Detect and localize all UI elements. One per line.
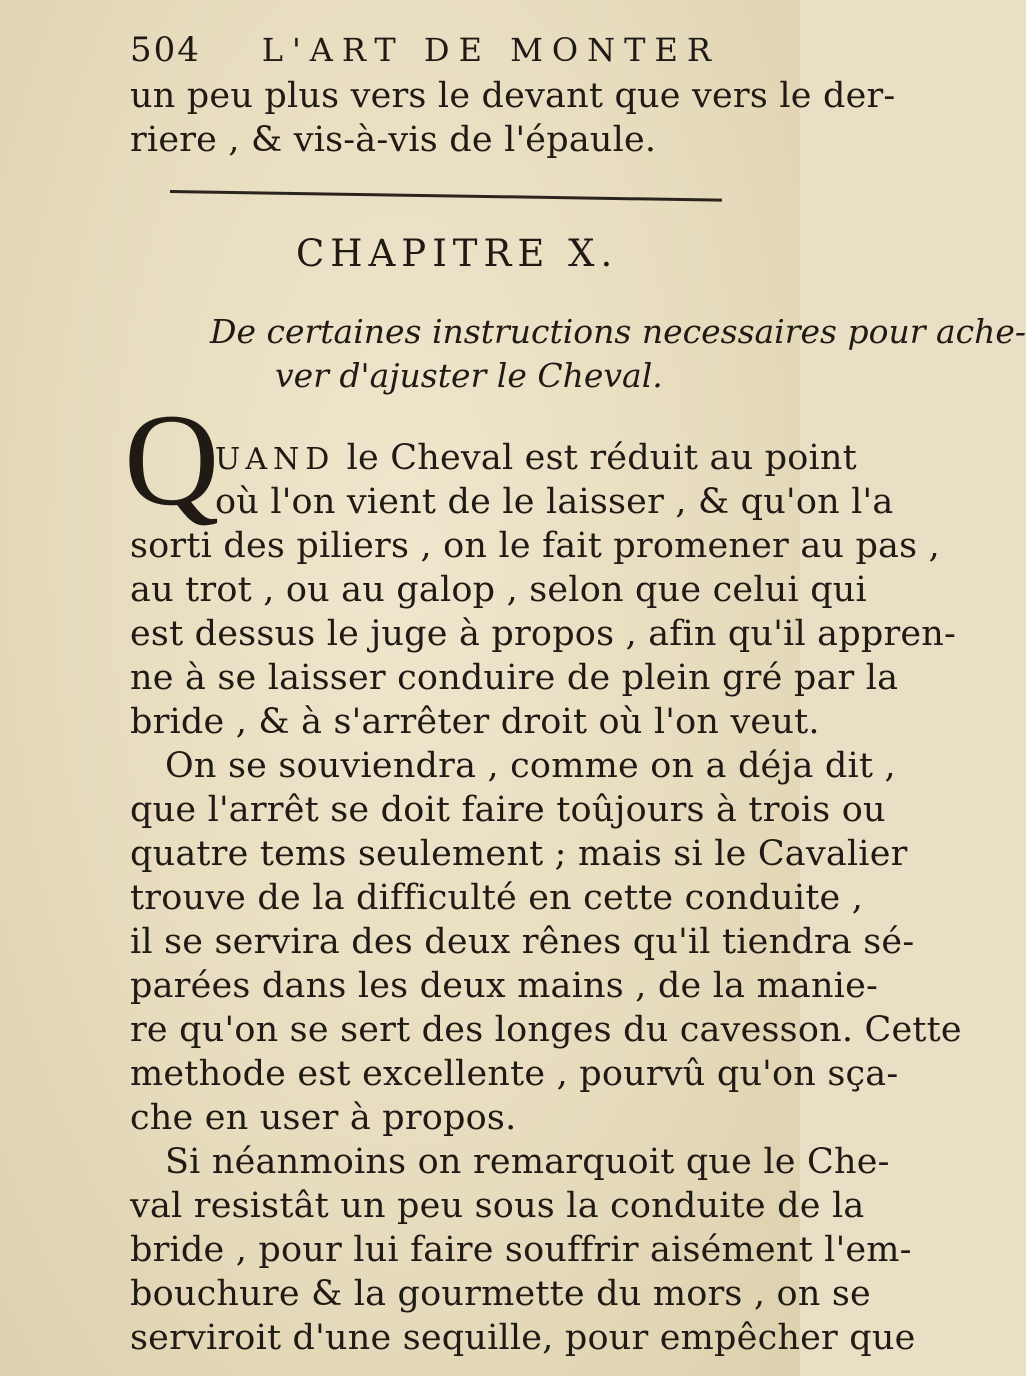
paragraph-2-line-4: trouve de la difficulté en cette conduite , [130,878,864,918]
page-number: 504 [130,30,201,70]
section-rule [170,190,722,202]
paragraph-1-line-3: sorti des piliers , on le fait promener au pas , [130,526,940,566]
paragraph-3-line-4: bouchure & la gourmette du mors , on se [130,1274,871,1314]
paragraph-1-line-7: bride , & à s'arrêter droit où l'on veut. [130,702,820,742]
chapter-subtitle-line-2: ver d'ajuster le Cheval. [275,356,663,395]
paragraph-3-line-2: val resistât un peu sous la conduite de la [130,1186,865,1226]
intro-line-1: un peu plus vers le devant que vers le der- [130,76,896,116]
paragraph-3-line-3: bride , pour lui faire souffrir aisément l'em- [130,1230,912,1270]
paragraph-2-line-2: que l'arrêt se doit faire toûjours à trois ou [130,790,886,830]
paragraph-1-opening-rest: le Cheval est réduit au point [335,438,857,478]
paragraph-1-opening-word: UAND [215,442,336,477]
paragraph-2-line-3: quatre tems seulement ; mais si le Cavalier [130,834,908,874]
drop-cap: Q [124,386,220,533]
paragraph-2-line-1: On se souviendra , comme on a déja dit , [165,746,896,786]
chapter-subtitle-line-1: De certaines instructions necessaires pour ache- [210,312,1026,351]
paragraph-1-line-1 [215,436,857,482]
intro-line-2: riere , & vis-à-vis de l'épaule. [130,120,657,160]
paragraph-2-line-5: il se servira des deux rênes qu'il tiendra sé- [130,922,915,962]
paragraph-2-line-7: re qu'on se sert des longes du cavesson. Cette [130,1010,962,1050]
paragraph-2-line-8: methode est excellente , pourvû qu'on sça- [130,1054,899,1094]
paragraph-3-line-1: Si néanmoins on remarquoit que le Che- [165,1142,890,1182]
paragraph-3-line-5: serviroit d'une sequille, pour empêcher que [130,1318,916,1358]
paragraph-1-line-4: au trot , ou au galop , selon que celui qui [130,570,867,610]
chapter-title: CHAPITRE X. [296,232,619,275]
paragraph-1-line-5: est dessus le juge à propos , afin qu'il appren- [130,614,957,654]
paragraph-2-line-6: parées dans les deux mains , de la manie- [130,966,879,1006]
running-header [130,30,770,70]
paragraph-2-line-9: che en user à propos. [130,1098,517,1138]
paragraph-1-line-6: ne à se laisser conduire de plein gré par la [130,658,899,698]
paragraph-1-line-2: où l'on vient de le laisser , & qu'on l'a [215,482,894,522]
running-title: L'ART DE MONTER [261,31,720,69]
